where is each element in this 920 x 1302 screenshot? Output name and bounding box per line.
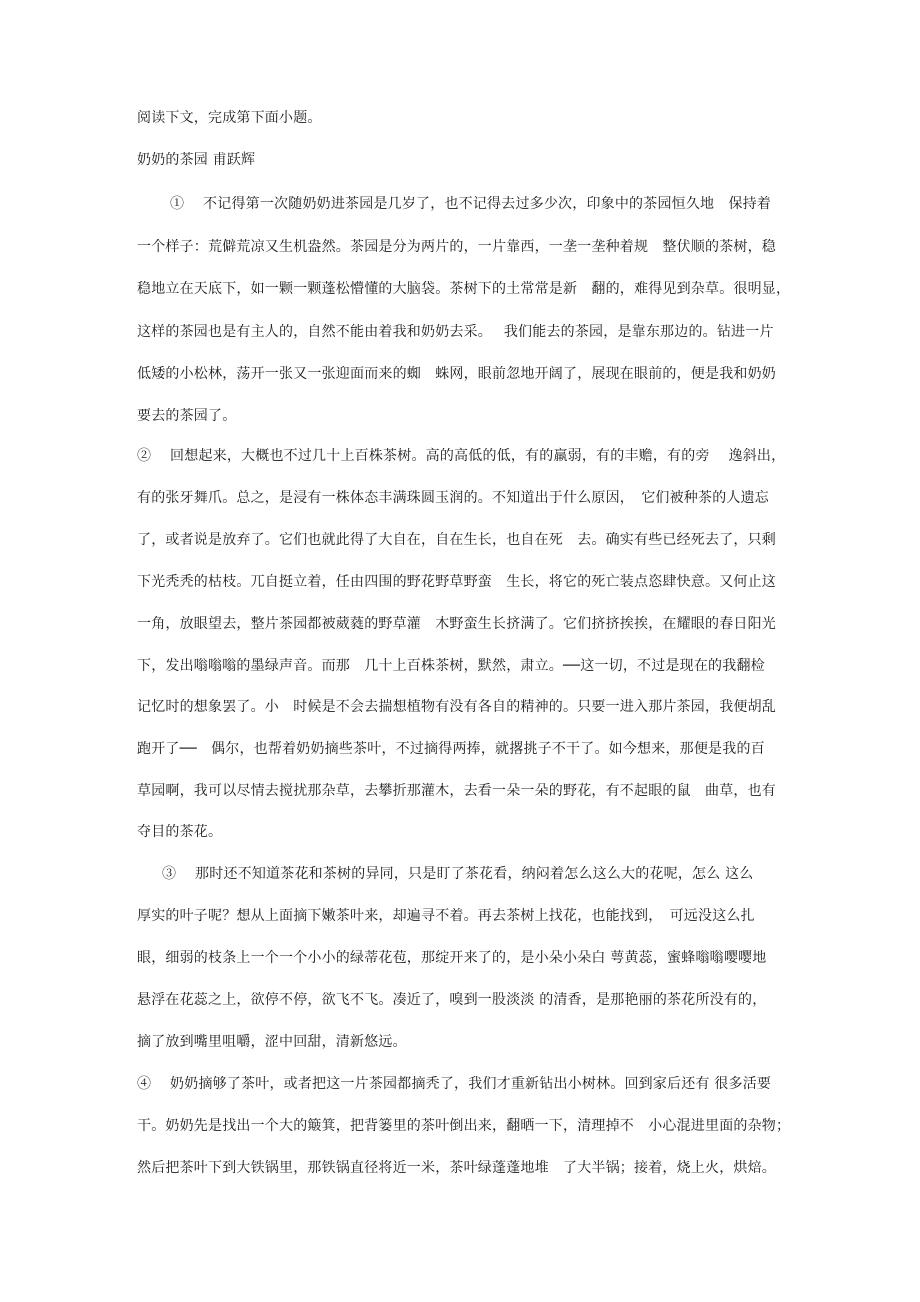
paragraph-1-line: 要去的茶园了。 — [137, 408, 237, 424]
paragraph-4-line: 然后把茶叶下到大铁锅里，那铁锅直径将近一米，茶叶绿蓬蓬地堆 了大半锅；接着，烧上火，烘焙。 — [137, 1160, 776, 1176]
paragraph-3-line: 厚实的叶子呢？想从上面摘下嫩茶叶来，却遍寻不着。再去茶树上找花，也能找到， 可远没这么扎 — [137, 908, 755, 924]
paragraph-2-line: 有的张牙舞爪。总之，是浸有一株体态丰满珠圆玉润的。不知道出于什么原因， 它们被种茶的人遗忘 — [137, 490, 769, 506]
paragraph-2-line: 了，或者说是放弃了。它们也就此得了大自在，自在生长，也自在死 去。确实有些已经死去了，只剩 — [137, 532, 776, 548]
paragraph-1-line: 一个样子：荒僻荒凉又生机盎然。茶园是分为两片的，一片靠西，一垄一垄种着规 整伏顺的茶树，稳 — [137, 239, 776, 255]
paragraph-3-line: 悬浮在花蕊之上，欲停不停，欲飞不飞。凑近了，嗅到一股淡淡 的清香，是那艳丽的茶花所没有的， — [137, 992, 767, 1008]
paragraph-1-line: 稳地立在天底下，如一颗一颗蓬松懵懂的大脑袋。茶树下的土常常是新 翻的，难得见到杂草。很明显， — [137, 281, 791, 297]
instruction-text: 阅读下文，完成第下面小题。 — [137, 110, 322, 126]
paragraph-4-line: ④ 奶奶摘够了茶叶，或者把这一片茶园都摘秃了，我们才重新钻出小树林。回到家后还有 很多活要 — [137, 1076, 772, 1092]
paragraph-2-line: ② 回想起来，大概也不过几十上百株茶树。高的高低的低，有的羸弱，有的丰赡，有的旁 逸斜出， — [137, 448, 786, 464]
paragraph-1-line: 低矮的小松林，荡开一张又一张迎面而来的蜘 蛛网，眼前忽地开阔了，展现在眼前的，便是我和奶奶 — [137, 366, 776, 382]
paragraph-2-line: 记忆时的想象罢了。小 时候是不会去揣想植物有没有各自的精神的。只要一进入那片茶园，我便胡乱 — [137, 699, 776, 715]
article-title: 奶奶的茶园 甫跃辉 — [137, 152, 256, 168]
paragraph-2-line: 草园啊，我可以尽情去搅扰那杂草，去攀折那灌木，去看一朵一朵的野花，有不起眼的鼠 曲草，也有 — [137, 783, 776, 799]
paragraph-2-line: 夺目的茶花。 — [137, 824, 223, 840]
paragraph-1-line: ① 不记得第一次随奶奶进茶园是几岁了，也不记得去过多少次，印象中的茶园恒久地 保持着 — [170, 196, 772, 212]
paragraph-3-line: 眼，细弱的枝条上一个一个小小的绿蒂花苞，那绽开来了的，是小朵小朵白 萼黄蕊，蜜蜂嗡嗡嘤嘤地 — [137, 950, 767, 966]
paragraph-3-line: 摘了放到嘴里咀嚼，涩中回甜，清新悠远。 — [137, 1034, 407, 1050]
paragraph-2-line: 下，发出嗡嗡嗡的墨绿声音。而那 几十上百株茶树，默然，肃立。──这一切，不过是现在的我翻检 — [137, 658, 765, 674]
paragraph-2-line: 下光秃秃的枯枝。兀自挺立着，任由四围的野花野草野蛮 生长，将它的死亡装点恣肆快意。又何止这 — [137, 574, 776, 590]
paragraph-4-line: 干。奶奶先是找出一个大的簸箕，把背篓里的茶叶倒出来，翻晒一下，清理掉不 小心混进里面的杂物； — [137, 1118, 791, 1134]
paragraph-2-line: 一角，放眼望去，整片茶园都被葳蕤的野草灌 木野蛮生长挤满了。它们挤挤挨挨，在耀眼的春日阳光 — [137, 616, 776, 632]
paragraph-1-line: 这样的茶园也是有主人的，自然不能由着我和奶奶去采。 我们能去的茶园，是靠东那边的。钻进一片 — [137, 324, 774, 340]
paragraph-3-line: ③ 那时还不知道茶花和茶树的异同，只是盯了茶花看，纳闷着怎么这么大的花呢，怎么 这么 — [162, 866, 754, 882]
paragraph-2-line: 跑开了── 偶尔，也帮着奶奶摘些茶叶，不过摘得两捧，就撂挑子不干了。如今想来，那便是我的百 — [137, 741, 765, 757]
